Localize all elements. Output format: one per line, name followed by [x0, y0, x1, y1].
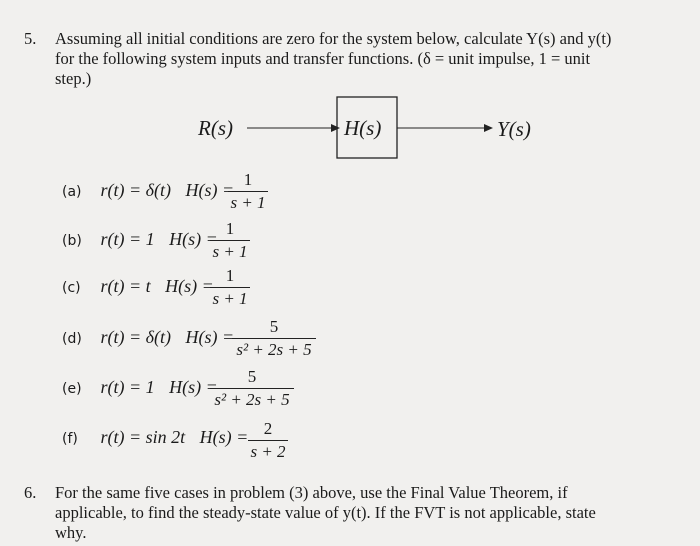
transfer-function-lhs: H(s) =: [199, 427, 249, 447]
numerator: 1: [228, 170, 268, 192]
numerator: 5: [232, 317, 316, 339]
problem-text-line: applicable, to find the steady-state value of y(t). If the FVT is not applicable, state: [55, 503, 596, 522]
problem-number: 5.: [24, 29, 37, 48]
item-b: [62, 229, 218, 250]
arrow-icon: [484, 124, 493, 132]
fraction: [228, 170, 268, 213]
item-label: (f): [62, 431, 78, 447]
item-label: (c): [62, 280, 81, 296]
numerator: 2: [248, 419, 288, 441]
input-expression: r(t) = 1: [100, 377, 155, 397]
transfer-function-lhs: H(s) =: [169, 377, 218, 397]
transfer-block: [337, 97, 397, 158]
denominator: s + 1: [212, 289, 248, 308]
item-label: (d): [62, 331, 82, 347]
numerator: 5: [210, 367, 294, 389]
item-d: [62, 327, 234, 348]
input-expression: r(t) = δ(t): [100, 180, 171, 200]
denominator: s² + 2s + 5: [236, 340, 312, 359]
transfer-function-lhs: H(s) =: [169, 229, 218, 249]
item-c: [62, 276, 214, 297]
problem-number: 6.: [24, 483, 37, 502]
transfer-function-lhs: H(s) =: [165, 276, 214, 296]
numerator: 1: [210, 219, 250, 241]
transfer-function-lhs: H(s) =: [185, 180, 235, 200]
denominator: s + 1: [212, 242, 248, 261]
denominator: s² + 2s + 5: [214, 390, 290, 409]
problem-text-line: step.): [55, 69, 92, 88]
fraction: [210, 266, 250, 309]
transfer-function-lhs: H(s) =: [185, 327, 235, 347]
item-label: (a): [62, 184, 82, 200]
output-signal-label: Y(s): [497, 117, 531, 141]
arrow-icon: [331, 124, 340, 132]
item-label: (e): [62, 381, 82, 397]
input-expression: r(t) = 1: [100, 229, 155, 249]
block-label: H(s): [344, 116, 382, 140]
input-signal-label: R(s): [198, 116, 233, 140]
fraction: [232, 317, 316, 360]
numerator: 1: [210, 266, 250, 288]
item-label: (b): [62, 233, 82, 249]
item-a: [62, 180, 234, 201]
fraction: [210, 367, 294, 410]
item-f: [62, 427, 248, 448]
input-expression: r(t) = δ(t): [100, 327, 171, 347]
denominator: s + 2: [250, 442, 286, 461]
problem-text-line: Assuming all initial conditions are zero for the system below, calculate Y(s) and y(t): [55, 29, 612, 48]
fraction: [210, 219, 250, 262]
denominator: s + 1: [230, 193, 266, 212]
problem-text-line: why.: [55, 523, 87, 542]
item-e: [62, 377, 218, 398]
input-expression: r(t) = sin 2t: [100, 427, 186, 447]
input-expression: r(t) = t: [100, 276, 151, 296]
problem-text-line: for the following system inputs and transfer functions. (δ = unit impulse, 1 = unit: [55, 49, 591, 68]
problem-text-line: For the same five cases in problem (3) above, use the Final Value Theorem, if: [55, 483, 568, 502]
fraction: [248, 419, 288, 462]
